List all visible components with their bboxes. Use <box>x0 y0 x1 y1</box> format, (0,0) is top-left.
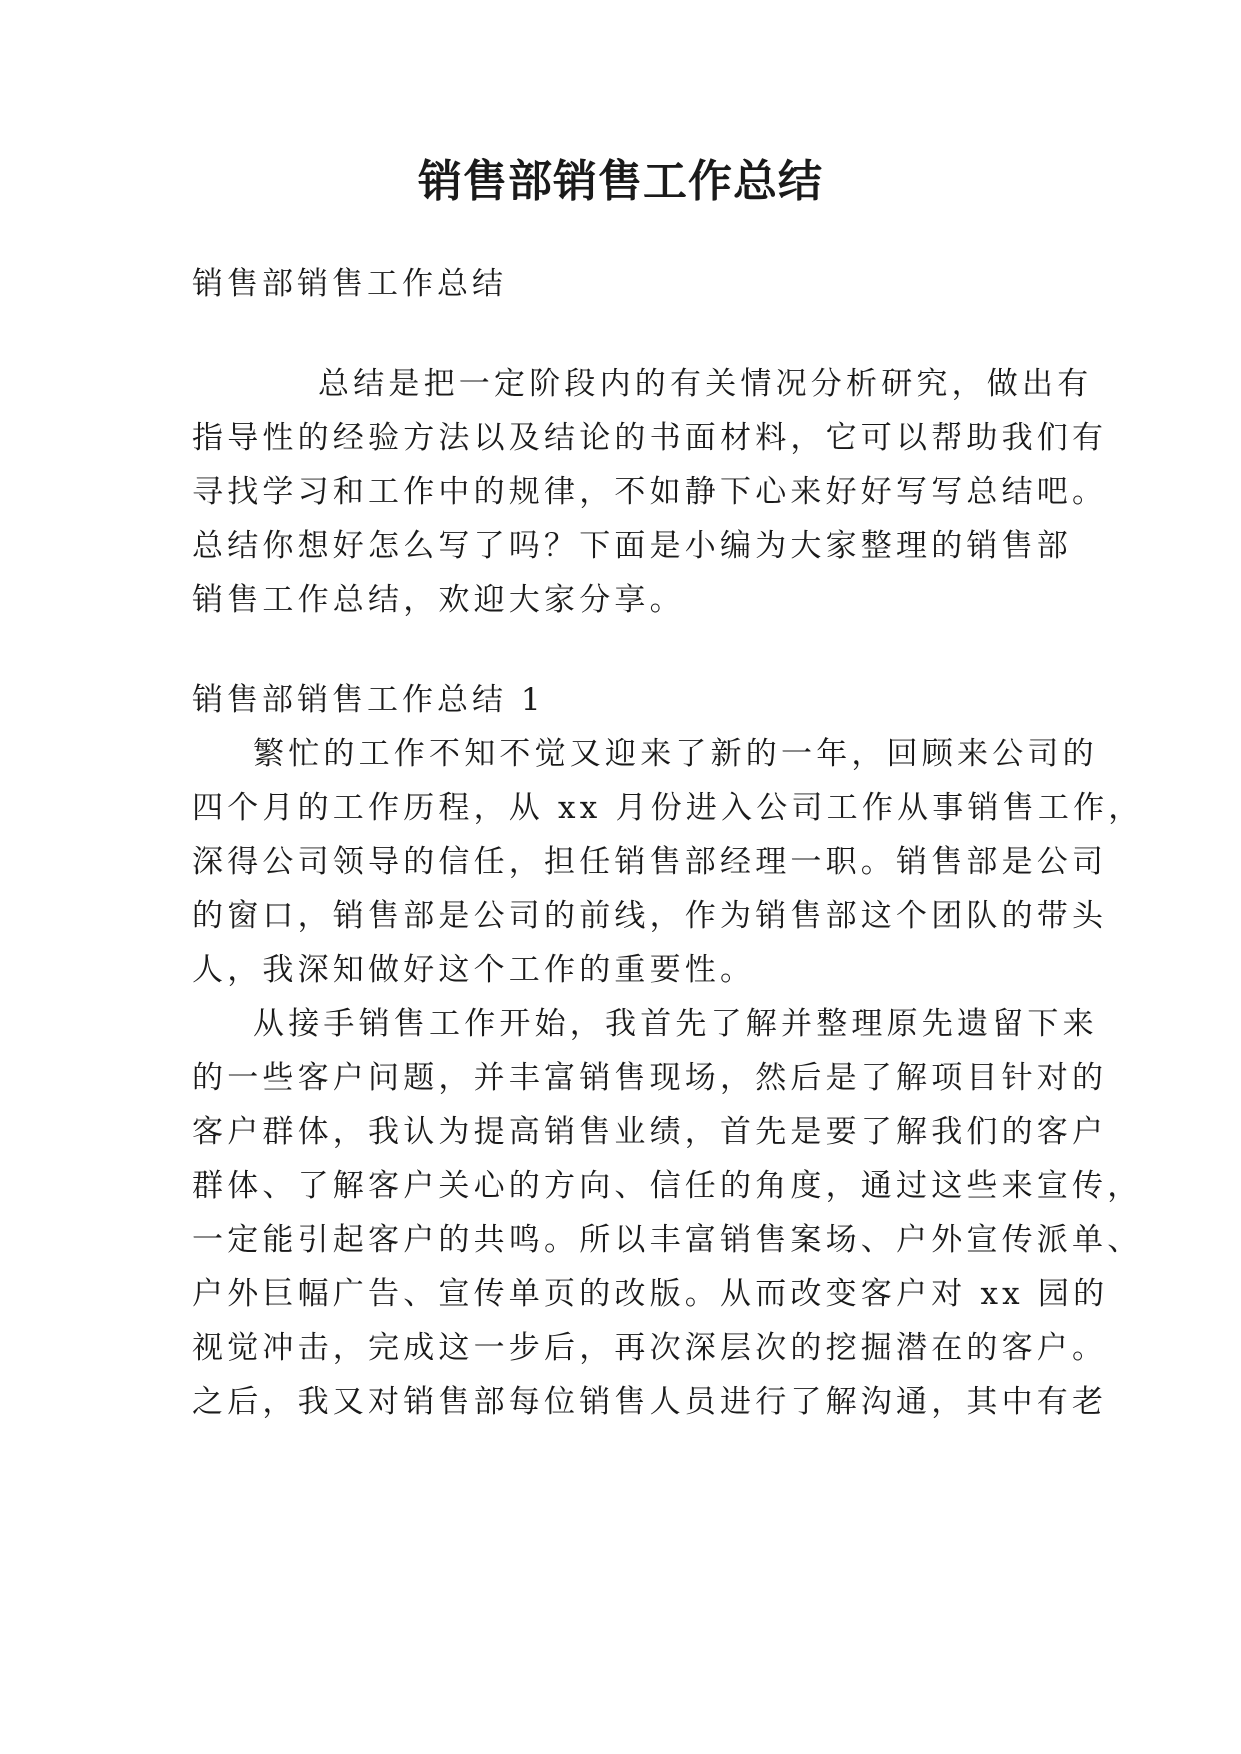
paragraph-line: 视觉冲击，完成这一步后，再次深层次的挖掘潜在的客户。 <box>192 1330 1108 1366</box>
paragraph-line: 的窗口，销售部是公司的前线，作为销售部这个团队的带头 <box>192 898 1108 934</box>
paragraph-line: 之后，我又对销售部每位销售人员进行了解沟通，其中有老 <box>192 1384 1108 1420</box>
intro-line: 销售工作总结，欢迎大家分享。 <box>192 582 685 618</box>
paragraph-line: 繁忙的工作不知不觉又迎来了新的一年，回顾来公司的 <box>253 736 1098 772</box>
document-title: 销售部销售工作总结 <box>418 156 823 207</box>
paragraph-line: 人，我深知做好这个工作的重要性。 <box>192 952 756 988</box>
intro-line: 指导性的经验方法以及结论的书面材料，它可以帮助我们有 <box>192 420 1108 456</box>
paragraph-line: 客户群体，我认为提高销售业绩，首先是要了解我们的客户 <box>192 1114 1108 1150</box>
paragraph-line: 群体、了解客户关心的方向、信任的角度，通过这些来宣传， <box>192 1168 1143 1204</box>
paragraph-line: 深得公司领导的信任，担任销售部经理一职。销售部是公司 <box>192 844 1108 880</box>
section-heading: 销售部销售工作总结 1 <box>192 682 545 718</box>
intro-line: 总结是把一定阶段内的有关情况分析研究，做出有 <box>318 366 1093 402</box>
paragraph-line: 四个月的工作历程，从 xx 月份进入公司工作从事销售工作， <box>192 790 1144 826</box>
paragraph-line: 从接手销售工作开始，我首先了解并整理原先遗留下来 <box>253 1006 1098 1042</box>
intro-line: 寻找学习和工作中的规律，不如静下心来好好写写总结吧。 <box>192 474 1108 510</box>
paragraph-line: 一定能引起客户的共鸣。所以丰富销售案场、户外宣传派单、 <box>192 1222 1143 1258</box>
paragraph-line: 的一些客户问题，并丰富销售现场，然后是了解项目针对的 <box>192 1060 1108 1096</box>
paragraph-line: 户外巨幅广告、宣传单页的改版。从而改变客户对 xx 园的 <box>192 1276 1109 1312</box>
document-subtitle: 销售部销售工作总结 <box>192 266 507 302</box>
intro-line: 总结你想好怎么写了吗？下面是小编为大家整理的销售部 <box>192 528 1072 564</box>
